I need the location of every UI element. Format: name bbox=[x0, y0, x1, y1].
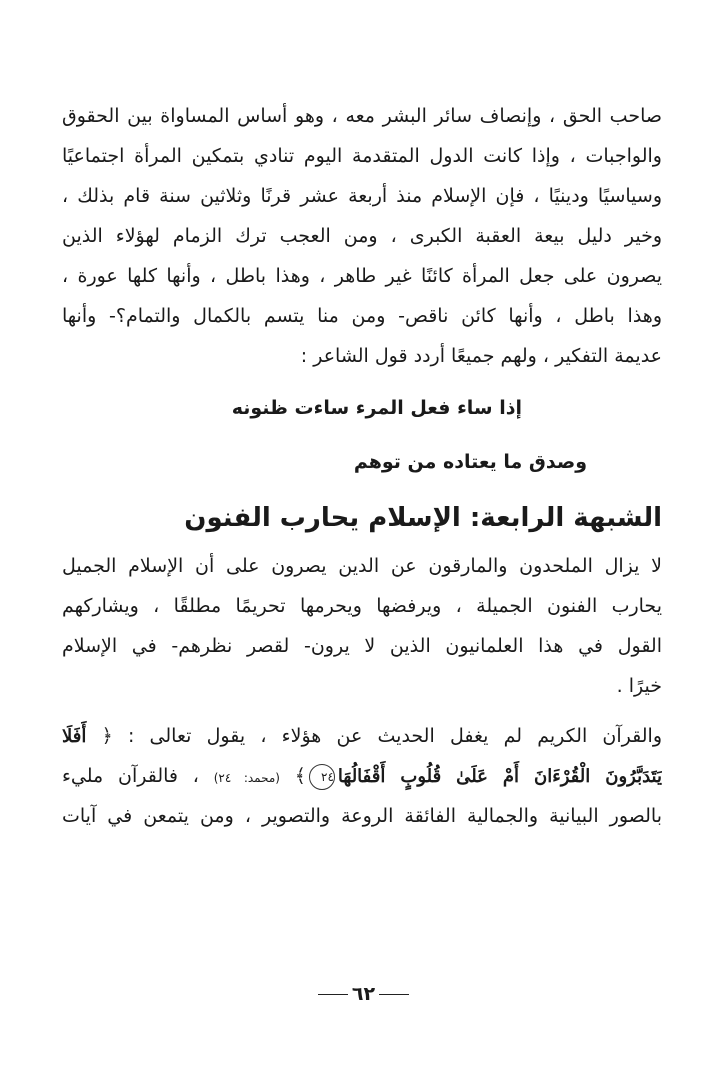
text-line: عديمة التفكير ، ولهم جميعًا أردد قول الشاعر : bbox=[300, 345, 662, 367]
text-line: القول في هذا العلمانيون الذين لا يرون- لقصر نظرهم- في الإسلام bbox=[62, 635, 662, 657]
quran-close-bracket: ﴾ bbox=[294, 765, 306, 787]
text-line bbox=[62, 756, 662, 796]
text-segment: ، فالقرآن مليء bbox=[62, 765, 199, 787]
ayah-number-marker: ٢٤ bbox=[309, 764, 335, 790]
quran-verse-start: أَفَلَا bbox=[62, 726, 87, 747]
verse-citation: (محمد: ٢٤) bbox=[213, 771, 280, 785]
text-line: وسياسيًا ودينيًا ، فإن الإسلام منذ أربعة عشر قرنًا وثلاثين سنة قام بذلك ، bbox=[62, 185, 662, 207]
paragraph-women-rights bbox=[62, 96, 662, 376]
text-segment: والقرآن الكريم لم يغفل الحديث عن هؤلاء ، يقول تعالى : bbox=[127, 725, 662, 747]
text-line: بالصور البيانية والجمالية الفائقة الروعة والتصوير ، ومن يتمعن في آيات bbox=[62, 805, 662, 827]
page-body bbox=[62, 96, 662, 836]
text-line: يصرون على جعل المرأة كائنًا غير طاهر ، وهذا باطل ، وأنها كلها عورة ، bbox=[62, 265, 662, 287]
text-line: لا يزال الملحدون والمارقون عن الدين يصرون على أن الإسلام الجميل bbox=[62, 555, 662, 577]
paragraph-arts bbox=[62, 546, 662, 706]
quran-verse: يَتَدَبَّرُونَ الْقُرْءَانَ أَمْ عَلَىٰ قُلُوبٍ أَقْفَالُهَا bbox=[337, 766, 662, 787]
paragraph-quran bbox=[62, 716, 662, 836]
page-number-dash bbox=[379, 994, 409, 995]
section-heading: الشبهة الرابعة: الإسلام يحارب الفنون bbox=[184, 503, 662, 533]
quran-open-bracket: ﴿ bbox=[101, 725, 113, 747]
poem-line-2: وصدق ما يعتاده من توهم bbox=[353, 451, 587, 473]
text-line: والواجبات ، وإذا كانت الدول المتقدمة اليوم تنادي بتمكين المرأة اجتماعيًا bbox=[62, 145, 662, 167]
text-line bbox=[62, 716, 662, 756]
text-line: يحارب الفنون الجميلة ، ويرفضها ويحرمها تحريمًا مطلقًا ، ويشاركهم bbox=[62, 595, 662, 617]
text-line: وهذا باطل ، وأنها كائن ناقص- ومن منا يتسم بالكمال والتمام؟- وأنها bbox=[62, 305, 662, 327]
text-line: خيرًا . bbox=[616, 675, 662, 697]
page-number bbox=[0, 983, 727, 1005]
poem-line-1: إذا ساء فعل المرء ساءت ظنونه bbox=[231, 397, 522, 419]
text-line: وخير دليل بيعة العقبة الكبرى ، ومن العجب ترك الزمام لهؤلاء الذين bbox=[62, 225, 662, 247]
page-number-value: ٦٢ bbox=[351, 983, 376, 1005]
page-number-dash bbox=[318, 994, 348, 995]
text-line: صاحب الحق ، وإنصاف سائر البشر معه ، وهو أساس المساواة بين الحقوق bbox=[62, 105, 662, 127]
